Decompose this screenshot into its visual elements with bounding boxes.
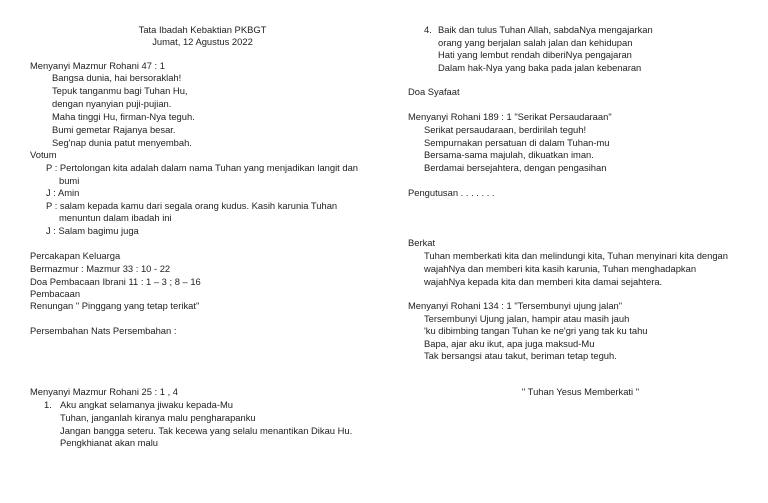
hymn2-line: Jangan bangga seteru. Tak kecewa yang selalu menantikan Dikau Hu.	[60, 425, 353, 436]
hymn1-line: Tepuk tanganmu bagi Tuhan Hu,	[52, 85, 188, 96]
hymn2-line: Pengkhianat akan malu	[60, 437, 158, 448]
hymn4-title: Menyanyi Rohani 134 : 1 "Tersembunyi ujung jalan"	[408, 300, 623, 311]
hymn1-line: Bangsa dunia, hai bersoraklah!	[52, 72, 182, 83]
votum-congregation-1: J : Amin	[46, 187, 80, 198]
hymn4-line: 'ku dibimbing tangan Tuhan ke ne'gri yang tak ku tahu	[424, 325, 648, 336]
votum-congregation-2: J : Salam bagimu juga	[46, 225, 139, 236]
hymn3-line: Berdamai bersejahtera, dengan pengasihan	[424, 162, 607, 173]
hymn4-line: Tak bersangsi atau takut, beriman tetap teguh.	[424, 350, 617, 361]
hymn1-line: Maha tinggi Hu, firman-Nya teguh.	[52, 111, 195, 122]
hymn3-line: Serikat persaudaraan, berdirilah teguh!	[424, 124, 587, 135]
hymn2-verse-number: 1.	[44, 399, 52, 410]
bulletin-date: Jumat, 12 Agustus 2022	[152, 36, 253, 47]
order-item: Doa Pembacaan Ibrani 11 : 1 – 3 ; 8 – 16	[30, 276, 201, 287]
hymn4-line: Tersembunyi Ujung jalan, hampir atau masih jauh	[424, 313, 630, 324]
verse4-line: Baik dan tulus Tuhan Allah, sabdaNya mengajarkan	[438, 24, 653, 35]
hymn3-line: Sempurnakan persatuan di dalam Tuhan-mu	[424, 137, 610, 148]
hymn2-title: Menyanyi Mazmur Rohani 25 : 1 , 4	[30, 386, 178, 397]
berkat-line: wajahNya kepada kita dan memberi kita damai sejahtera.	[424, 276, 663, 287]
pengutusan: Pengutusan . . . . . . .	[408, 187, 495, 198]
doa-syafaat: Doa Syafaat	[408, 86, 460, 97]
verse4-number: 4.	[424, 24, 432, 35]
offering-title: Persembahan Nats Persembahan :	[30, 325, 177, 336]
votum-pastor-2: P : salam kepada kamu dari segala orang kudus. Kasih karunia Tuhan	[46, 200, 338, 211]
hymn2-line: Tuhan, janganlah kiranya malu pengharapanku	[60, 412, 256, 423]
hymn3-line: Bersama-sama majulah, dikuatkan iman.	[424, 149, 594, 160]
bulletin-title: Tata Ibadah Kebaktian PKBGT	[138, 24, 267, 35]
votum-pastor-2-cont: menuntun dalam ibadah ini	[59, 212, 172, 223]
closing-blessing: " Tuhan Yesus Memberkati "	[521, 386, 640, 397]
order-item: Pembacaan	[30, 288, 81, 299]
berkat-line: Tuhan memberkati kita dan melindungi kita, Tuhan menyinari kita dengan	[424, 250, 728, 261]
berkat-line: wajahNya dan memberi kita kasih karunia, Tuhan menghadapkan	[424, 263, 697, 274]
hymn1-line: Bumi gemetar Rajanya besar.	[52, 124, 176, 135]
verse4-line: Dalam hak-Nya yang baka pada jalan kebenaran	[438, 62, 642, 73]
hymn4-line: Bapa, ajar aku ikut, apa juga maksud-Mu	[424, 338, 595, 349]
hymn1-title: Menyanyi Mazmur Rohani 47 : 1	[30, 60, 165, 71]
order-item: Renungan " Pinggang yang tetap terikat"	[30, 300, 200, 311]
votum-title: Votum	[30, 149, 57, 160]
hymn1-line: Seg'nap dunia patut menyembah.	[52, 137, 192, 148]
votum-pastor-1-cont: bumi	[59, 175, 80, 186]
verse4-line: Hati yang lembut rendah diberiNya pengajaran	[438, 49, 632, 60]
votum-pastor-1: P : Pertolongan kita adalah dalam nama Tuhan yang menjadikan langit dan	[46, 162, 359, 173]
verse4-line: orang yang berjalan salah jalan dan kehidupan	[438, 37, 633, 48]
order-item: Percakapan Keluarga	[30, 250, 121, 261]
hymn1-line: dengan nyanyian puji-pujian.	[52, 98, 172, 109]
berkat-title: Berkat	[408, 237, 436, 248]
order-item: Bermazmur : Mazmur 33 : 10 - 22	[30, 263, 171, 274]
hymn3-title: Menyanyi Rohani 189 : 1 "Serikat Persaudaraan"	[408, 111, 612, 122]
hymn2-line: Aku angkat selamanya jiwaku kepada-Mu	[60, 399, 234, 410]
